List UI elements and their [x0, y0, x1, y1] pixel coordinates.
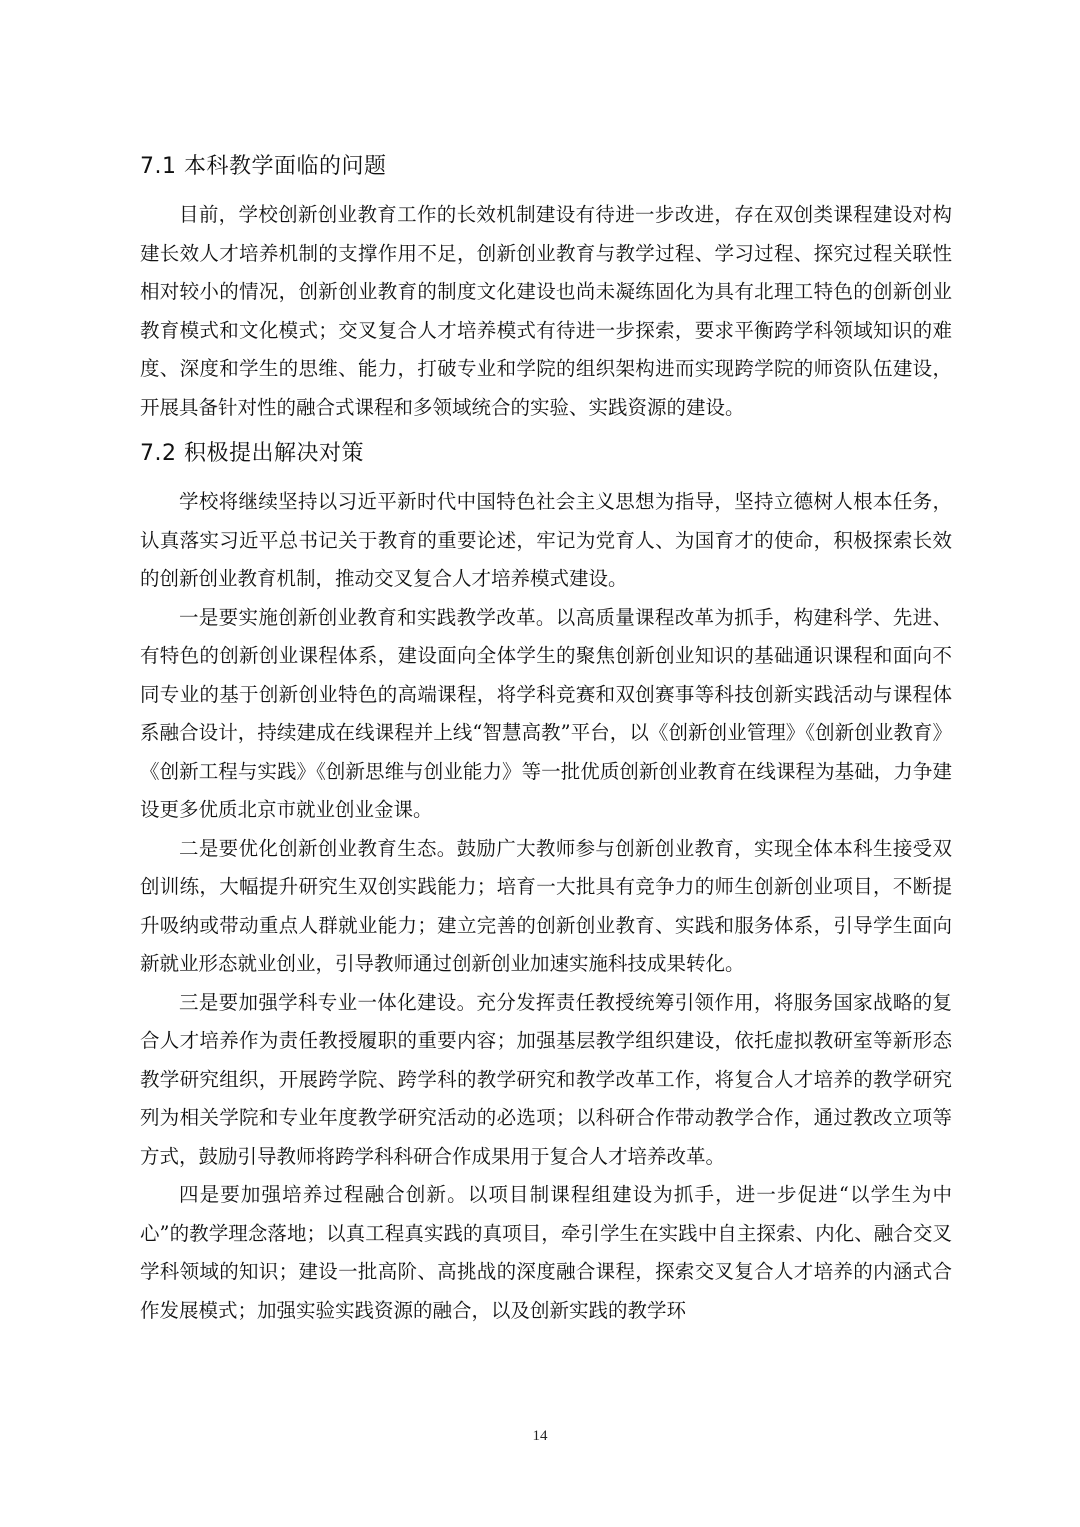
- paragraph: 二是要优化创新创业教育生态。鼓励广大教师参与创新创业教育，实现全体本科生接受双创训练，大幅提升研究生双创实践能力；培育一大批具有竞争力的师生创新创业项目，不断提升吸纳或带动重点人群就业能力；建立完善的创新创业教育、实践和服务体系，引导学生面向新就业形态就业创业，引导教师通过创新创业加速实施科技成果转化。: [140, 836, 952, 975]
- page-content: [140, 150, 952, 1340]
- paragraph: 学校将继续坚持以习近平新时代中国特色社会主义思想为指导，坚持立德树人根本任务，认真落实习近平总书记关于教育的重要论述，牢记为党育人、为国育才的使命，积极探索长效的创新创业教育机制，推动交叉复合人才培养模式建设。: [140, 490, 952, 590]
- section-title: 7.2 积极提出解决对策: [140, 441, 364, 466]
- paragraph: 四是要加强培养过程融合创新。以项目制课程组建设为抓手，进一步促进“以学生为中心”的教学理念落地；以真工程真实践的真项目，牵引学生在实践中自主探索、内化、融合交叉学科领域的知识；建设一批高阶、高挑战的深度融合课程，探索交叉复合人才培养的内涵式合作发展模式；加强实验实践资源的融合，以及创新实践的教学环: [140, 1183, 952, 1322]
- section-7-2: [140, 437, 952, 1330]
- section-7-1: [140, 150, 952, 427]
- paragraph: 三是要加强学科专业一体化建设。充分发挥责任教授统筹引领作用，将服务国家战略的复合人才培养作为责任教授履职的重要内容；加强基层教学组织建设，依托虚拟教研室等新形态教学研究组织，开展跨学院、跨学科的教学研究和教学改革工作，将复合人才培养的教学研究列为相关学院和专业年度教学研究活动的必选项；以科研合作带动教学合作，通过教改立项等方式，鼓励引导教师将跨学科科研合作成果用于复合人才培养改革。: [140, 990, 952, 1168]
- section-title: 7.1 本科教学面临的问题: [140, 154, 387, 179]
- page-number: 14: [532, 1428, 548, 1444]
- paragraph: 一是要实施创新创业教育和实践教学改革。以高质量课程改革为抓手，构建科学、先进、有特色的创新创业课程体系，建设面向全体学生的聚焦创新创业知识的基础通识课程和面向不同专业的基于创新创业特色的高端课程，将学科竞赛和双创赛事等科技创新实践活动与课程体系融合设计，持续建成在线课程并上线“智慧高教”平台，以《创新创业管理》《创新创业教育》《创新工程与实践》《创新思维与创业能力》等一批优质创新创业教育在线课程为基础，力争建设更多优质北京市就业创业金课。: [140, 605, 952, 821]
- paragraph: 目前，学校创新创业教育工作的长效机制建设有待进一步改进，存在双创类课程建设对构建长效人才培养机制的支撑作用不足，创新创业教育与教学过程、学习过程、探究过程关联性相对较小的情况，创新创业教育的制度文化建设也尚未凝练固化为具有北理工特色的创新创业教育模式和文化模式；交叉复合人才培养模式有待进一步探索，要求平衡跨学科领域知识的难度、深度和学生的思维、能力，打破专业和学院的组织架构进而实现跨学院的师资队伍建设，开展具备针对性的融合式课程和多领域统合的实验、实践资源的建设。: [140, 203, 952, 419]
